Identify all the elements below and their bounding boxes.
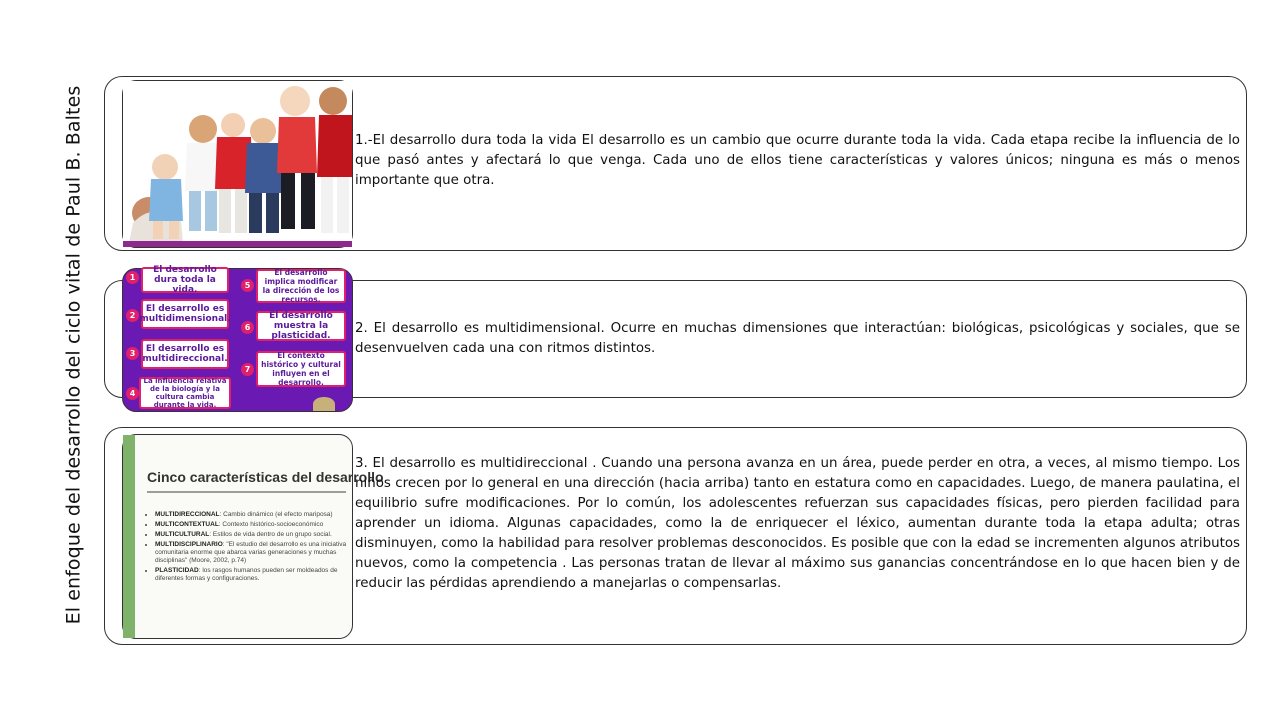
paragraph-3: 3. El desarrollo es multidireccional . Cuando una persona avanza en un área, puede perder en otra, a veces, al mismo tiempo. Los niños crecen por lo general en una dirección (hacia arriba) tanto en estatura como en capacidades. Luego, de manera paulatina, el equilibrio sufre modificaciones. Por lo común, los adolescentes refuerzan sus capacidades físicas, pero pierden facilidad para aprender un idioma. Algunas capacidades, como la de enriquecer el léxico, aumentan durante toda la etapa adulta; otras disminuyen, como la habilidad para resolver problemas desconocidos. Es posible que con la edad se incrementen algunos atributos nuevos, como la competencia . Las personas tratan de llevar al máximo sus ganancias concentrándose en lo que hacen bien y de reducir las pérdidas aprendiendo a manejarlas o compensarlas. xyxy=(355,456,1241,591)
page-title: El enfoque del desarrollo del ciclo vital de Paul B. Baltes xyxy=(62,85,84,625)
principle-box-4: La influencia relativa de la biología y la cultura cambia durante la vida. xyxy=(139,377,231,409)
characteristics-slide xyxy=(122,434,384,639)
badge-5: 5 xyxy=(241,279,254,292)
paragraph-1: 1.-El desarrollo dura toda la vida El desarrollo es un cambio que ocurre durante toda la vida. Cada etapa recibe la influencia de lo que pasó antes y afectará lo que venga. Cada uno de ellos tiene características y valores únicos; ninguna es más o menos importante que otra. xyxy=(355,133,1240,188)
list-item: • MULTICULTURAL: Estilos de vida dentro de un grupo social. xyxy=(155,531,355,539)
vertical-title xyxy=(56,60,90,650)
badge-6: 6 xyxy=(241,321,254,334)
decorative-ornament xyxy=(313,397,335,411)
children-photo xyxy=(122,80,353,248)
list-item: • PLASTICIDAD: los rasgos humanos pueden ser moldeados de diferentes formas y configuraciones. xyxy=(155,567,355,583)
principle-box-2: El desarrollo es multidimensional. xyxy=(141,299,229,329)
list-item: • MULTIDIRECCIONAL: Cambio dinámico (el efecto mariposa) xyxy=(155,511,355,519)
principle-box-7: El contexto histórico y cultural influyen en el desarrollo. xyxy=(256,351,346,387)
badge-1: 1 xyxy=(126,271,139,284)
slide-divider xyxy=(147,491,346,493)
principle-box-3: El desarrollo es multidireccional. xyxy=(141,339,229,369)
principle-box-6: El desarrollo muestra la plasticidad. xyxy=(256,311,346,341)
card-lifelong-development xyxy=(104,76,1247,251)
characteristics-list xyxy=(145,511,355,585)
paragraph-2: 2. El desarrollo es multidimensional. Ocurre en muchas dimensiones que interactúan: biológicas, psicológicas y sociales, que se desenvuelven cada una con ritmos distintos. xyxy=(355,321,1240,356)
badge-7: 7 xyxy=(241,363,254,376)
principle-box-5: El desarrollo implica modificar la dirección de los recursos. xyxy=(256,269,346,303)
principle-box-1: El desarrollo dura toda la vida. xyxy=(141,267,229,293)
badge-4: 4 xyxy=(126,387,139,400)
children-illustration xyxy=(123,81,352,247)
slide-accent-bar xyxy=(123,435,135,638)
list-item: • MULTICONTEXTUAL: Contexto histórico-socioeconómico xyxy=(155,521,355,529)
list-item: • MULTIDISCIPLINARIO: "El estudio del desarrollo es una iniciativa comunitaria enorme que abarca varias generaciones y muchas disciplinas" (Moore, 2002, p.74) xyxy=(155,541,355,565)
badge-2: 2 xyxy=(126,309,139,322)
card-multidirectional xyxy=(104,427,1247,645)
card-multidimensional xyxy=(104,265,1247,409)
slide-title: Cinco características del desarrollo xyxy=(147,469,384,485)
development-principles-slide xyxy=(122,265,353,412)
badge-3: 3 xyxy=(126,347,139,360)
